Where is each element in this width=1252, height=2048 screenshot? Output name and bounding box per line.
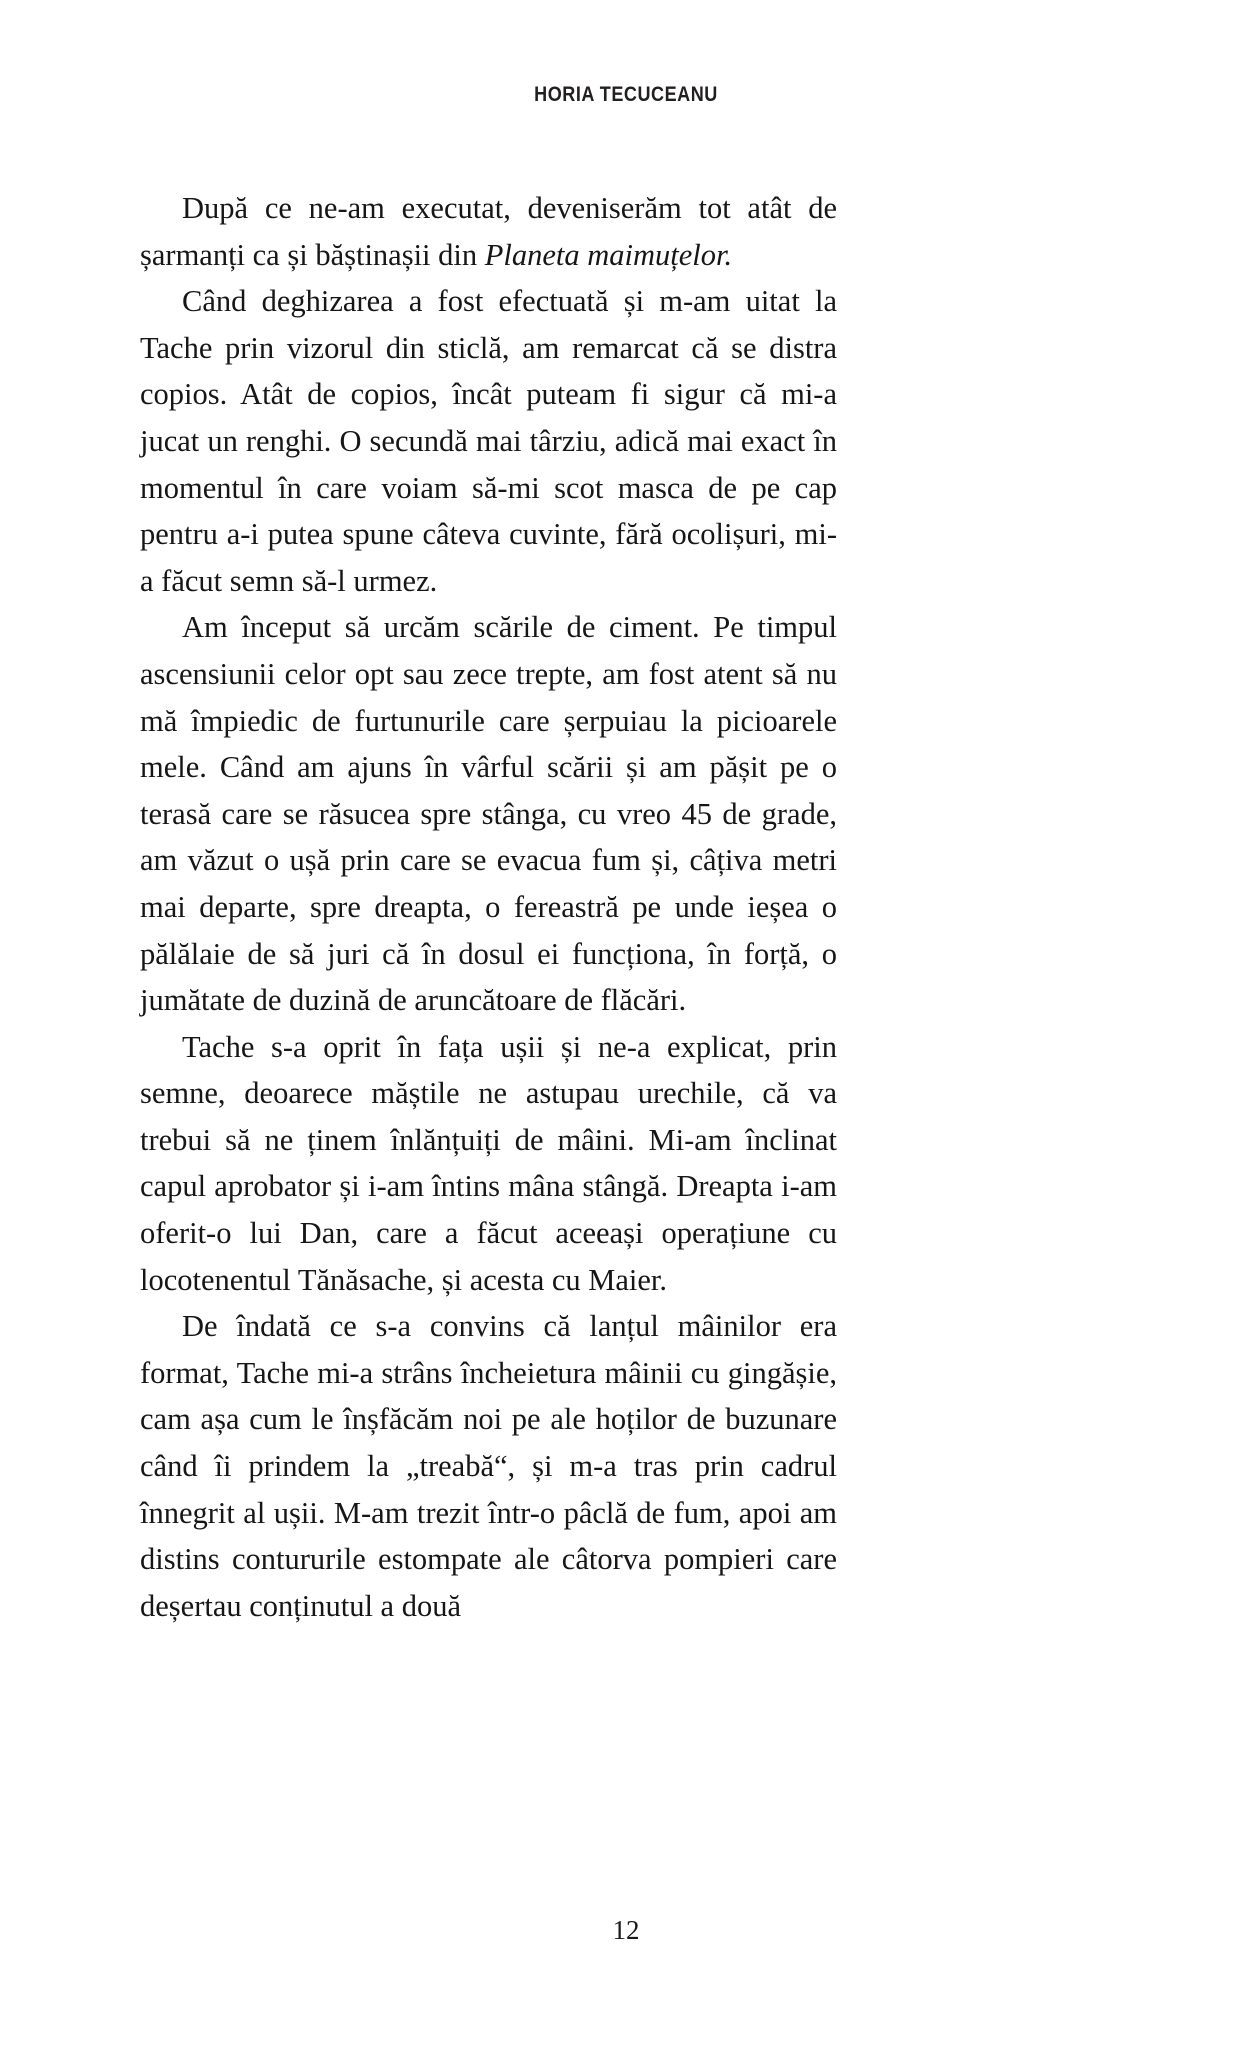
page-number: 12 — [612, 1915, 640, 1945]
running-header: HORIA TECUCEANU — [534, 83, 718, 106]
paragraph-1 — [140, 185, 837, 278]
paragraph-1-italic-title: Planeta maimuțelor. — [484, 237, 733, 272]
paragraph-3: Am început să urcăm scările de ciment. Pe timpul ascensiunii celor opt sau zece trepte, am fost atent să nu mă împiedic de furtunurile care șerpuiau la picioarele mele. Când am ajuns în vârful scării și am pășit pe o terasă care se răsucea spre stânga, cu vreo 45 de grade, am văzut o ușă prin care se evacua fum și, câțiva metri mai departe, spre dreapta, o fereastră pe unde ieșea o pălălaie de să juri că în dosul ei funcționa, în forță, o jumătate de duzină de aruncătoare de flăcări. — [140, 610, 837, 1018]
body-text-block — [140, 185, 837, 1629]
paragraph-5: De îndată ce s-a convins că lanțul mâinilor era format, Tache mi-a strâns încheietura mâinii cu gingășie, cam așa cum le înșfăcăm noi pe ale hoților de buzunare când îi prindem la „treabă“, și m-a tras prin cadrul înnegrit al ușii. M-am trezit într-o pâclă de fum, apoi am distins contururile estompate ale câtorva pompieri care deșertau conținutul a două — [140, 1309, 837, 1623]
paragraph-2: Când deghizarea a fost efectuată și m-am uitat la Tache prin vizorul din sticlă, am remarcat că se distra copios. Atât de copios, încât puteam fi sigur că mi-a jucat un renghi. O secundă mai târziu, adică mai exact în momentul în care voiam să-mi scot masca de pe cap pentru a-i putea spune câteva cuvinte, fără ocolișuri, mi-a făcut semn să-l urmez. — [140, 284, 837, 598]
paragraph-1-roman-run: După ce ne-am executat, deveniserăm tot atât de șarmanți ca și băștinașii din — [140, 191, 837, 272]
paragraph-4: Tache s-a oprit în fața ușii și ne-a explicat, prin semne, deoarece măștile ne astupau urechile, că va trebui să ne ținem înlănțuiți de mâini. Mi-am înclinat capul aprobator și i-am întins mâna stângă. Dreapta i-am oferit-o lui Dan, care a făcut aceeași operațiune cu locotenentul Tănăsache, și acesta cu Maier. — [140, 1029, 837, 1297]
